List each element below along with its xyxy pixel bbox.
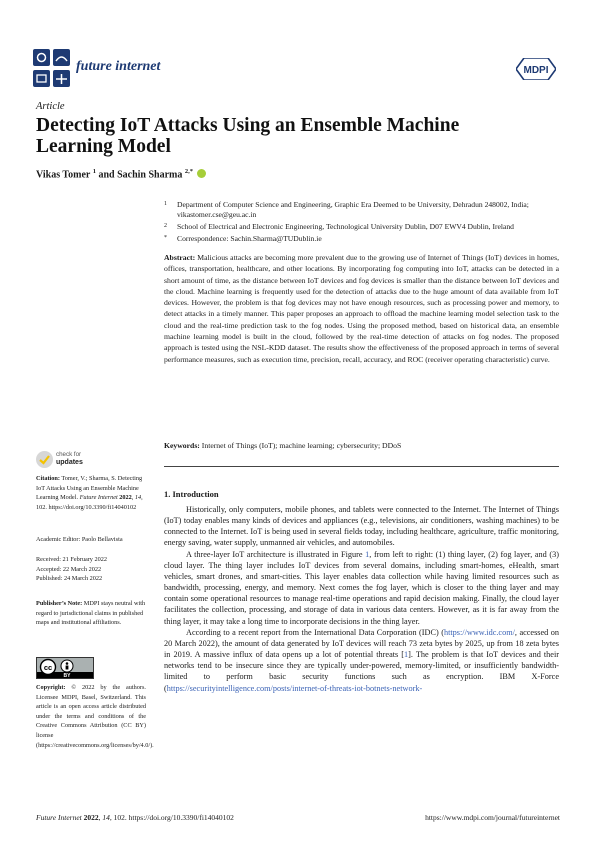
academic-editor: Academic Editor: Paolo Bellavista — [36, 536, 123, 543]
keywords — [164, 440, 559, 451]
introduction-body — [164, 504, 559, 694]
citation-year: 2022 — [119, 494, 132, 502]
citation-volume: 14 — [134, 494, 142, 502]
mdpi-logo-text: MDPI — [523, 65, 549, 76]
paragraph — [164, 627, 559, 694]
affiliation-item — [164, 200, 559, 220]
abstract-label: Abstract: — [164, 253, 196, 262]
publisher-note-label: Publisher’s Note: — [36, 600, 83, 607]
paragraph — [164, 504, 559, 549]
cc-by-license-badge[interactable] — [36, 657, 94, 679]
copyright-text: © 2022 by the authors. Licensee MDPI, Basel, Switzerland. This article is an open access article distributed under the terms and conditions of the Creative Commons Attribution (CC BY) license (https://creativecommons.org/licenses/by/4.0/). — [36, 684, 154, 749]
check-updates-label — [56, 451, 83, 466]
paragraph-text: According to a recent report from the International Data Corporation (IDC) ( — [186, 627, 444, 637]
citation-label: Citation: — [36, 475, 60, 482]
paragraph-text: , accessed on 20 March 2022), the amount of data generated by IoT devices will reach 73 zeta bytes by 2025, up from 18 zeta bytes in 2019. A massive influx of data opens up a lot of potential threats [ — [164, 627, 560, 660]
check-updates-line2: updates — [56, 458, 83, 466]
footer-doi[interactable]: , 102. https://doi.org/10.3390/fi14040102 — [109, 813, 234, 822]
paragraph-text: , from left to right: (1) thing layer, (2) fog layer, and (3) cloud layer. The thing layer includes IoT devices from several domains, including smart-homes, eHealth, smart vehicles, smart drones, and smart-cities. This layer enables data collection while having limited resources such as bandwidth, processing, energy, and memory. Next comes the fog layer, which is closer to the thing layer and may contain some operational resources to manage real-time operations and rapid decision making. Finally, the cloud layer facilitates the collection, processing, and storage of data in various data centers. However, as it is far away from the thing layer, it may take a long time to incorporate decisions in the thing layer. — [164, 549, 559, 626]
orcid-icon[interactable] — [197, 169, 206, 178]
author-conj: and — [98, 169, 115, 181]
check-for-updates-button[interactable] — [36, 450, 96, 470]
paragraph-text: ]. The problem is that IoT devices and their networks tend to be insecure since they are typically under-powered, memory-limited, or insufficiently bandwidth-limited to perform basic security functions such as encryption. IBM X-Force ( — [164, 650, 559, 693]
affiliation-text: School of Electrical and Electronic Engineering, Technological University Dublin, D07 EWV4 Dublin, Ireland — [177, 222, 514, 231]
paragraph-text: Historically, only computers, mobile phones, and tablets were connected to the Internet. The Internet of Things (IoT) today enables many kinds of devices and appliances (e.g., televisions, air conditioners, washing machines) to be connected to the Internet. IoT is being used in several fields today, including healthcare, agriculture, traffic monitoring, energy saving, water supply, unmanned air vehicles, and automobiles. — [164, 505, 559, 548]
footer-volume: 14 — [102, 813, 110, 822]
mdpi-logo — [516, 58, 556, 80]
citation-journal: Future Internet — [79, 494, 118, 502]
journal-logo-icon — [33, 49, 71, 89]
author-name[interactable]: Sachin Sharma — [117, 169, 183, 181]
author-name[interactable]: Vikas Tomer — [36, 169, 91, 181]
copyright-block — [36, 683, 154, 750]
affiliation-mark: 2 — [164, 223, 167, 229]
check-updates-icon — [36, 451, 53, 468]
idc-link[interactable]: https://www.idc.com/ — [443, 627, 515, 637]
article-title: Detecting IoT Attacks Using an Ensemble Machine Learning Model — [36, 115, 460, 157]
abstract-text: Malicious attacks are becoming more prevalent due to the growing use of Internet of Things (IoT) devices in homes, offices, transportation, healthcare, and other locations. By incorporating fog computing into IoT, attacks can be detected in a short amount of time, as the distance between IoT devices and fog devices is smaller than the distance between IoT devices and the cloud. Machine learning is frequently used for the detection of attacks due to the huge amount of data available from IoT devices. However, the problem is that fog devices may not have enough resources, such as processing power and memory, to detect attacks in a timely manner. This paper proposes an approach to offload the machine learning model selection task to the cloud and the real-time prediction task to the fog nodes. Using the proposed method, based on historical data, an ensemble machine learning model is built in the cloud, followed by the real-time detection of attacks on fog nodes. The proposed approach is tested using the NSL-KDD dataset. The results show the effectiveness of the proposed approach in terms of several performance measures, such as execution time, precision, recall, accuracy, and ROC (receiver operating characteristic) curve. — [164, 253, 560, 364]
author-affil-mark: 1 — [92, 168, 96, 175]
publisher-note-text: MDPI stays neutral with regard to jurisdictional claims in published maps and institutional affiliations. — [36, 600, 146, 627]
published-date: Published: 24 March 2022 — [36, 575, 103, 583]
paragraph-text: A three-layer IoT architecture is illustrated in Figure — [186, 549, 366, 559]
affiliation-mark: * — [164, 235, 167, 241]
citation-doi[interactable]: , 102. https://doi.org/10.3390/fi14040102 — [36, 494, 143, 511]
author-list — [36, 168, 206, 180]
keywords-text: Internet of Things (IoT); machine learning; cybersecurity; DDoS — [201, 441, 402, 450]
cc-badge-text: cc — [43, 663, 53, 672]
affiliation-item — [164, 222, 559, 232]
footer-journal-url[interactable]: https://www.mdpi.com/journal/futureinternet — [425, 813, 560, 822]
author-affil-mark: 2,* — [184, 168, 193, 175]
footer-journal: Future Internet — [36, 813, 82, 822]
affiliation-text: Department of Computer Science and Engineering, Graphic Era Deemed to be University, Dehradun 248002, India; vikastomer.cse@geu.ac.in — [177, 200, 529, 219]
paragraph — [164, 549, 559, 627]
copyright-label: Copyright: — [36, 684, 66, 691]
affiliations — [164, 200, 559, 246]
citation-block: Citation: Tomer, V.; Sharma, S. Detecting IoT Attacks Using an Ensemble Machine Learning Model. Future Internet 2022, 14, 102. https://doi.org/10.3390/fi14040102 — [36, 475, 143, 511]
figure-reference-link[interactable]: 1 — [365, 549, 370, 559]
section-title: 1. Introduction — [164, 489, 219, 499]
abstract — [164, 252, 559, 365]
citation-reference-link[interactable]: 1 — [404, 650, 409, 660]
journal-name: future internet — [76, 59, 161, 74]
keywords-label: Keywords: — [164, 441, 200, 450]
check-updates-line1: check for — [56, 451, 82, 458]
publisher-note — [36, 599, 146, 628]
correspondence-text: Correspondence: Sachin.Sharma@TUDublin.ie — [177, 234, 322, 243]
dates-block — [36, 555, 146, 584]
accepted-date: Accepted: 22 March 2022 — [36, 565, 102, 573]
citation-text: Tomer, V.; Sharma, S. Detecting IoT Attacks Using an Ensemble Machine Learning Model. — [36, 475, 143, 502]
footer-citation: Future Internet 2022, 14, 102. https://doi.org/10.3390/fi14040102 — [36, 813, 234, 822]
affiliation-item — [164, 234, 559, 244]
received-date: Received: 21 February 2022 — [36, 556, 107, 563]
ibm-xforce-link[interactable]: https://securityintelligence.com/posts/internet-of-threats-iot-botnets-network- — [166, 683, 423, 693]
section-divider — [164, 466, 559, 467]
article-type: Article — [36, 101, 65, 112]
by-badge-text: BY — [63, 673, 71, 678]
affiliation-mark: 1 — [164, 201, 167, 207]
footer-year: 2022 — [83, 813, 99, 822]
